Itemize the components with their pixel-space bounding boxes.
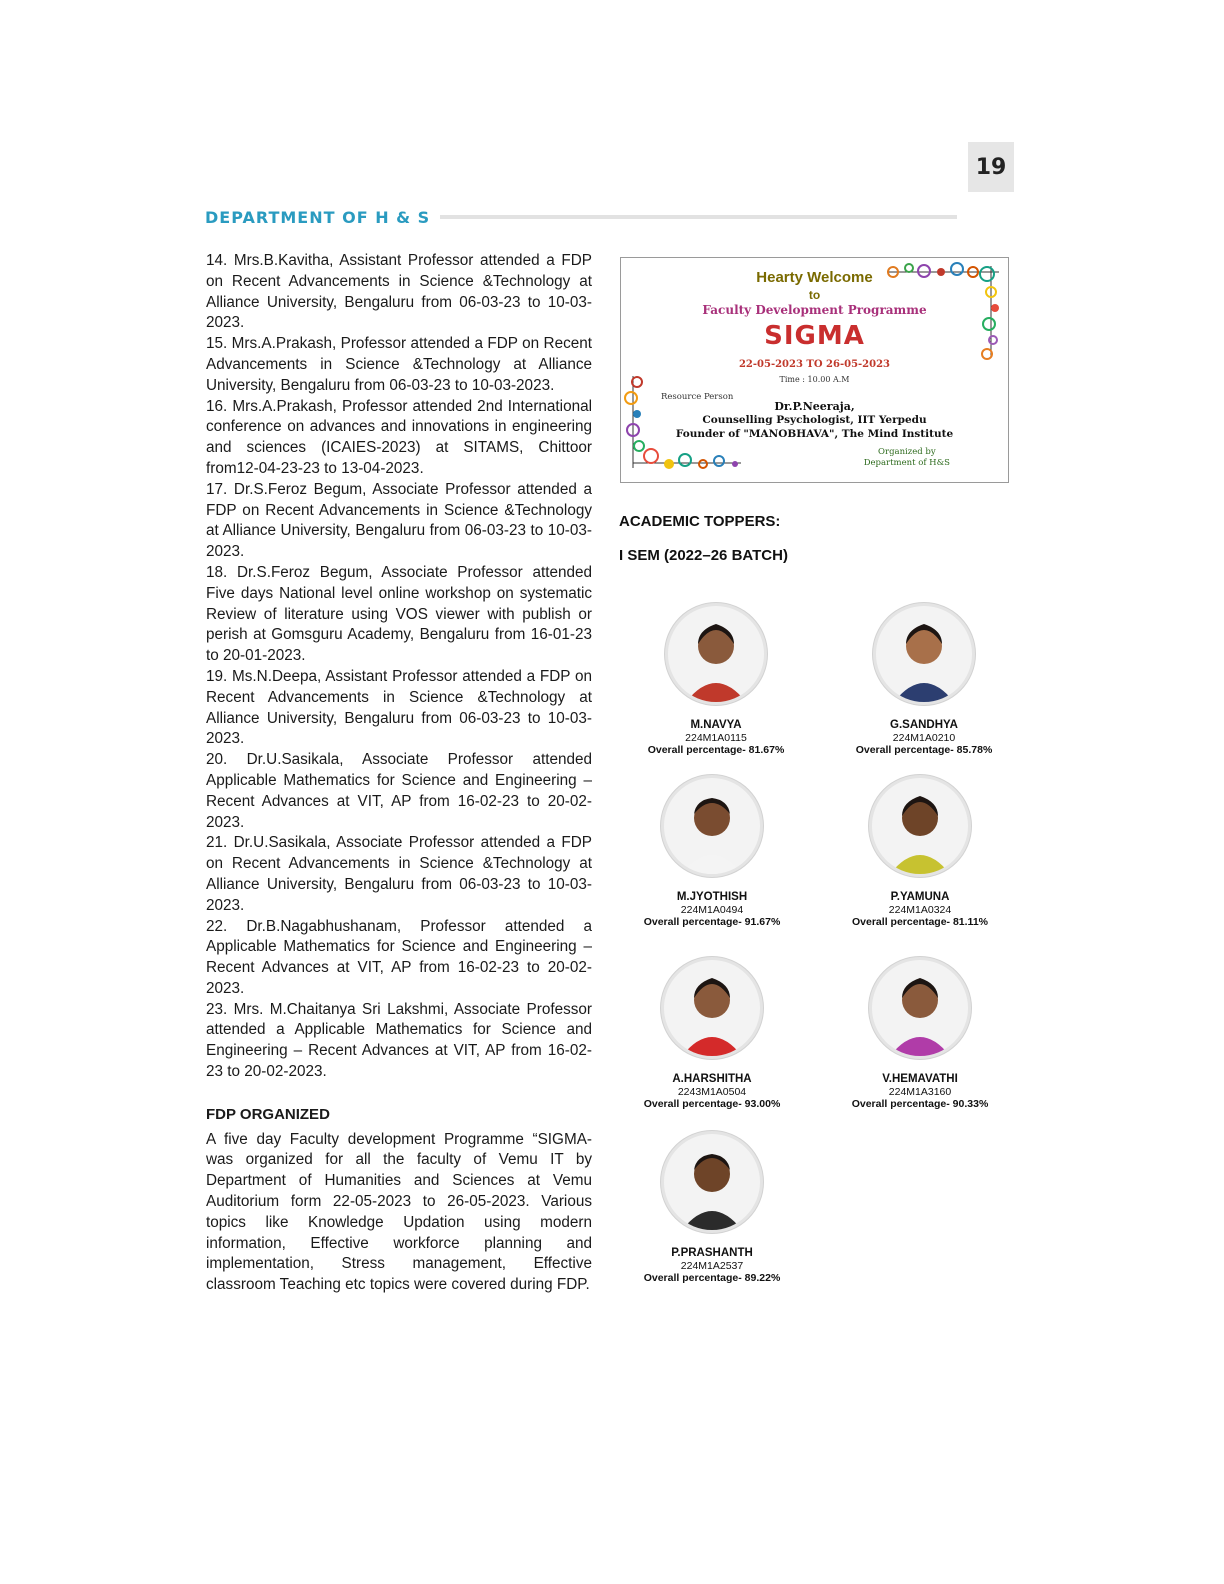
student-photo	[869, 775, 971, 877]
topper-card	[606, 603, 826, 756]
student-percentage: Overall percentage- 91.67%	[643, 916, 781, 928]
topper-card	[602, 775, 822, 928]
toppers-heading: ACADEMIC TOPPERS:	[619, 513, 781, 530]
student-roll: 224M1A0210	[892, 732, 956, 744]
activity-item: 18. Dr.S.Feroz Begum, Associate Professor attended Five days National level online workshop on systematic Review of literature using VOS viewer with publish or perish at Gomsguru Academy, Bengaluru from 16-01-23 to 20-01-2023.	[206, 563, 592, 665]
student-photo	[873, 603, 975, 705]
activity-item: 15. Mrs.A.Prakash, Professor attended a FDP on Recent Advancements in Science &Technology at Alliance University, Bengaluru from 06-03-23 to 10-03-2023.	[206, 335, 592, 394]
person-icon	[664, 960, 760, 1056]
banner-resource-founder: Founder of "MANOBHAVA", The Mind Institute	[675, 428, 954, 440]
banner-to: to	[808, 288, 821, 302]
department-header	[205, 205, 957, 229]
student-name: P.YAMUNA	[890, 891, 950, 903]
person-icon	[872, 778, 968, 874]
student-percentage: Overall percentage- 89.22%	[643, 1272, 781, 1284]
banner-organized-by: Organized by	[878, 447, 936, 457]
activities-column	[206, 251, 592, 1296]
topper-card	[602, 1131, 822, 1284]
banner-resource-label: Resource Person	[661, 392, 734, 402]
banner-resource-person: Dr.P.Neeraja,	[774, 400, 855, 413]
banner-organizer-name: Department of H&S	[863, 458, 950, 468]
activity-item: 17. Dr.S.Feroz Begum, Associate Professor attended a FDP on Recent Advancements in Science &Technology at Alliance University, Bengaluru from 06-03-23 to 10-03-2023.	[206, 480, 592, 561]
person-icon	[664, 778, 760, 874]
student-roll: 2243M1A0504	[677, 1086, 747, 1098]
banner-welcome: Hearty Welcome	[756, 269, 873, 286]
activity-item: 21. Dr.U.Sasikala, Associate Professor attended a FDP on Recent Advancements in Science &Technology at Alliance University, Bengaluru from 06-03-23 to 10-03-2023.	[206, 834, 592, 914]
header-divider	[440, 215, 957, 219]
student-name: M.JYOTHISH	[676, 891, 748, 903]
student-name: V.HEMAVATHI	[882, 1073, 958, 1085]
student-photo	[661, 1131, 763, 1233]
student-photo	[661, 775, 763, 877]
student-roll: 224M1A2537	[680, 1260, 744, 1272]
student-photo	[661, 957, 763, 1059]
person-icon	[668, 606, 764, 702]
student-name: G.SANDHYA	[890, 719, 958, 731]
student-percentage: Overall percentage- 90.33%	[851, 1098, 989, 1110]
activity-item: 22. Dr.B.Nagabhushanam, Professor attended a Applicable Mathematics for Science and Engineering – Recent Advances at VIT, AP from 16-02-23 to 20-02-2023.	[206, 917, 592, 997]
topper-card	[810, 957, 1030, 1110]
banner-dates: 22-05-2023 TO 26-05-2023	[738, 359, 891, 370]
banner-resource-role: Counselling Psychologist, IIT Yerpedu	[702, 414, 927, 426]
topper-card	[602, 957, 822, 1110]
student-name: A.HARSHITHA	[672, 1073, 752, 1085]
student-roll: 224M1A0324	[888, 904, 952, 916]
fdp-organized-text: A five day Faculty development Programme “SIGMA-was organized for all the faculty of Vemu IT by Department of Humanities and Sciences at Vemu Auditorium form 22-05-2023 to 26-05-2023. Various topics like Knowledge Updation using modern information, Effective workforce planning and implementation, Stress management, Effective classroom Teaching etc topics were covered during FDP.	[206, 1130, 592, 1294]
person-icon	[872, 960, 968, 1056]
activity-item: 23. Mrs. M.Chaitanya Sri Lakshmi, Associate Professor attended a Applicable Mathematics for Science and Engineering – Recent Advances at VIT, AP from 16-02-23 to 20-02-2023.	[206, 1000, 592, 1081]
banner-event-title: SIGMA	[764, 321, 865, 351]
toppers-batch: I SEM (2022–26 BATCH)	[619, 547, 788, 564]
banner-organizer	[864, 447, 950, 469]
student-percentage: Overall percentage- 81.11%	[852, 916, 988, 928]
student-percentage: Overall percentage- 85.78%	[855, 744, 993, 756]
banner-programme: Faculty Development Programme	[702, 303, 927, 317]
department-title: DEPARTMENT OF H & S	[205, 207, 431, 227]
topper-card	[814, 603, 1034, 756]
student-name: M.NAVYA	[690, 719, 742, 731]
student-photo	[665, 603, 767, 705]
student-name: P.PRASHANTH	[671, 1247, 753, 1259]
activity-item: 19. Ms.N.Deepa, Assistant Professor attended a FDP on Recent Advancements in Science &Technology at Alliance University, Bengaluru from 06-03-23 to 10-03-2023.	[206, 667, 592, 748]
activity-item: 20. Dr.U.Sasikala, Associate Professor attended Applicable Mathematics for Science and Engineering – Recent Advances at VIT, AP from 16-02-23 to 20-02-2023.	[206, 751, 592, 831]
person-icon	[876, 606, 972, 702]
page-number: 19	[968, 142, 1014, 192]
student-roll: 224M1A0494	[680, 904, 744, 916]
person-icon	[664, 1134, 760, 1230]
student-percentage: Overall percentage- 81.67%	[647, 744, 785, 756]
fdp-banner	[620, 257, 1009, 483]
banner-time: Time : 10.00 A.M	[779, 375, 850, 384]
topper-card	[810, 775, 1030, 928]
student-percentage: Overall percentage- 93.00%	[643, 1098, 781, 1110]
student-roll: 224M1A3160	[888, 1086, 952, 1098]
fdp-organized-heading: FDP ORGANIZED	[206, 1105, 330, 1123]
student-roll: 224M1A0115	[685, 732, 747, 744]
activity-item: 14. Mrs.B.Kavitha, Assistant Professor attended a FDP on Recent Advancements in Science &Technology at Alliance University, Bengaluru from 06-03-23 to 10-03-2023.	[206, 252, 592, 332]
student-photo	[869, 957, 971, 1059]
activity-item: 16. Mrs.A.Prakash, Professor attended 2nd International conference on advances and innovations in engineering and sciences (ICAIES-2023) at SITAMS, Chittoor from12-04-23-23 to 13-04-2023.	[206, 397, 592, 477]
